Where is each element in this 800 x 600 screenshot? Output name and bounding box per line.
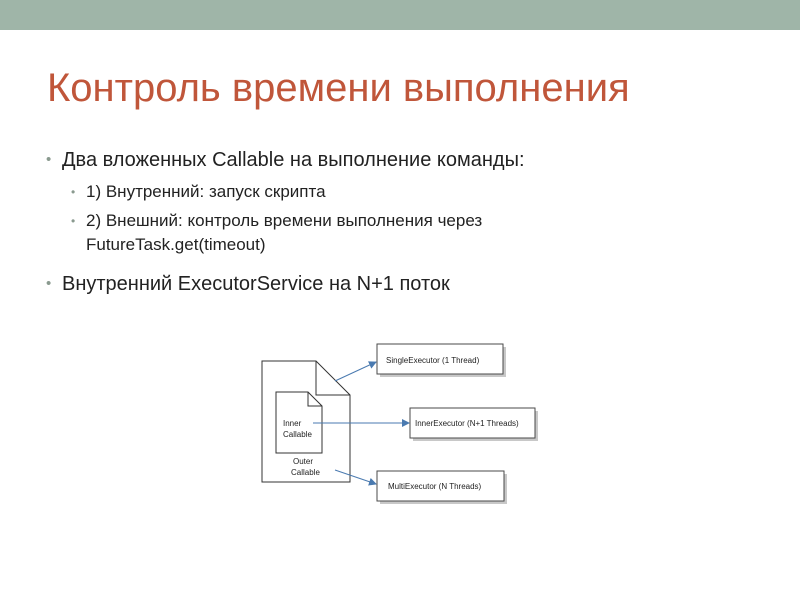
sub-bullet-1: • 1) Внутренний: запуск скрипта: [44, 180, 764, 204]
single-executor-label: SingleExecutor (1 Thread): [386, 356, 480, 365]
outer-callable-label-2: Callable: [291, 468, 320, 477]
inner-callable-label-2: Callable: [283, 430, 312, 439]
bullet-1: • Два вложенных Callable на выполнение команды:: [44, 146, 764, 174]
arrow-to-single-executor: [335, 362, 376, 381]
outer-callable-label-1: Outer: [293, 457, 314, 466]
sub-bullet-2-line-1: 2) Внешний: контроль времени выполнения через: [86, 211, 483, 230]
inner-executor-label: InnerExecutor (N+1 Threads): [415, 419, 519, 428]
multi-executor-label: MultiExecutor (N Threads): [388, 482, 482, 491]
slide-title: Контроль времени выполнения: [47, 66, 630, 110]
sub-bullet-2-line-2: FutureTask.get(timeout): [86, 235, 266, 254]
inner-callable-label-1: Inner: [283, 419, 302, 428]
bullet-2: • Внутренний ExecutorService на N+1 поток: [44, 270, 764, 298]
